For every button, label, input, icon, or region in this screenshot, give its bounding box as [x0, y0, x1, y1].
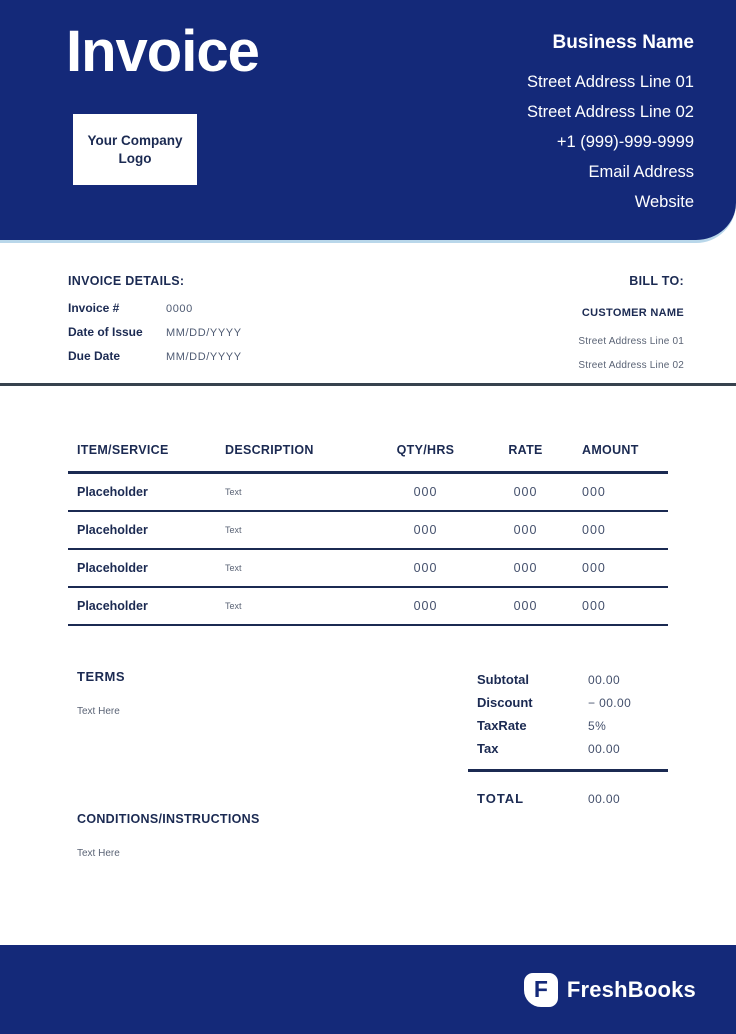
business-address-line1: Street Address Line 01 [527, 73, 694, 91]
conditions-heading: CONDITIONS/INSTRUCTIONS [77, 812, 260, 826]
discount-row [468, 695, 668, 710]
totals-block [468, 672, 668, 806]
total-label: TOTAL [477, 791, 525, 806]
business-website: Website [634, 193, 694, 211]
business-email: Email Address [588, 163, 694, 181]
freshbooks-logo-letter: F [533, 976, 548, 1002]
business-address-line2: Street Address Line 02 [527, 103, 694, 121]
customer-address-line2: Street Address Line 02 [578, 360, 684, 371]
business-name: Business Name [552, 32, 694, 53]
item-name-cell: Placeholder [77, 561, 148, 575]
item-amount-cell: 000 [582, 599, 606, 613]
customer-address-line1: Street Address Line 01 [578, 336, 684, 347]
subtotal-value: 00.00 [588, 673, 621, 687]
due-date-value: MM/DD/YYYY [166, 351, 242, 363]
item-description-cell: Text [225, 525, 242, 535]
subtotal-label: Subtotal [477, 672, 529, 687]
section-divider [0, 383, 736, 386]
item-name-cell: Placeholder [77, 599, 148, 613]
col-header-description: DESCRIPTION [225, 443, 314, 457]
date-of-issue-value: MM/DD/YYYY [166, 327, 242, 339]
tax-rate-row [468, 718, 668, 733]
discount-label: Discount [477, 695, 533, 710]
tax-label: Tax [477, 741, 499, 756]
bill-to-heading: BILL TO: [629, 274, 684, 288]
item-qty-cell: 000 [413, 599, 438, 613]
tax-rate-label: TaxRate [477, 718, 527, 733]
conditions-block [77, 812, 260, 859]
col-header-qty-hrs: QTY/HRS [396, 443, 455, 457]
item-description-cell: Text [225, 563, 242, 573]
footer-banner [0, 945, 736, 1034]
tax-value: 00.00 [588, 742, 621, 756]
table-row [68, 588, 668, 626]
item-rate-cell: 000 [513, 485, 538, 499]
discount-value: − 00.00 [588, 696, 632, 710]
item-qty-cell: 000 [413, 523, 438, 537]
item-description-cell: Text [225, 487, 242, 497]
terms-heading: TERMS [77, 669, 125, 684]
tax-rate-value: 5% [588, 719, 607, 733]
terms-block [77, 669, 125, 717]
item-rate-cell: 000 [513, 523, 538, 537]
item-amount-cell: 000 [582, 523, 606, 537]
item-amount-cell: 000 [582, 561, 606, 575]
items-table-header-row [68, 436, 668, 464]
item-rate-cell: 000 [513, 599, 538, 613]
business-info-block [527, 32, 694, 217]
item-amount-cell: 000 [582, 485, 606, 499]
bill-to-block [578, 274, 684, 378]
due-date-label: Due Date [68, 349, 121, 363]
invoice-number-label: Invoice # [68, 301, 120, 315]
tax-row [468, 741, 668, 756]
col-header-amount: AMOUNT [582, 443, 639, 457]
company-logo-placeholder [73, 114, 197, 185]
totals-rule [468, 769, 668, 772]
table-row [68, 474, 668, 512]
table-row [68, 550, 668, 588]
table-row [68, 512, 668, 550]
item-name-cell: Placeholder [77, 523, 148, 537]
conditions-text: Text Here [77, 848, 120, 859]
business-phone: +1 (999)-999-9999 [556, 133, 694, 151]
total-value: 00.00 [588, 792, 621, 806]
subtotal-row [468, 672, 668, 687]
invoice-number-value: 0000 [166, 303, 193, 315]
freshbooks-wordmark: FreshBooks [566, 976, 696, 1002]
total-row [468, 791, 668, 806]
item-description-cell: Text [225, 601, 242, 611]
item-name-cell: Placeholder [77, 485, 148, 499]
invoice-details-heading: INVOICE DETAILS: [68, 274, 185, 288]
item-qty-cell: 000 [413, 561, 438, 575]
company-logo-text: Your Company Logo [87, 132, 183, 166]
items-table [68, 436, 668, 626]
due-date-row [68, 349, 242, 363]
date-of-issue-row [68, 325, 242, 339]
item-qty-cell: 000 [413, 485, 438, 499]
invoice-number-row [68, 301, 242, 315]
page-title: Invoice [66, 19, 259, 84]
freshbooks-logo-icon [524, 973, 558, 1007]
date-of-issue-label: Date of Issue [68, 325, 143, 339]
col-header-item-service: ITEM/SERVICE [77, 443, 169, 457]
invoice-details-block [68, 274, 242, 373]
customer-name: CUSTOMER NAME [581, 307, 684, 319]
terms-text: Text Here [77, 706, 120, 717]
header-banner [0, 0, 736, 243]
item-rate-cell: 000 [513, 561, 538, 575]
col-header-rate: RATE [508, 443, 543, 457]
